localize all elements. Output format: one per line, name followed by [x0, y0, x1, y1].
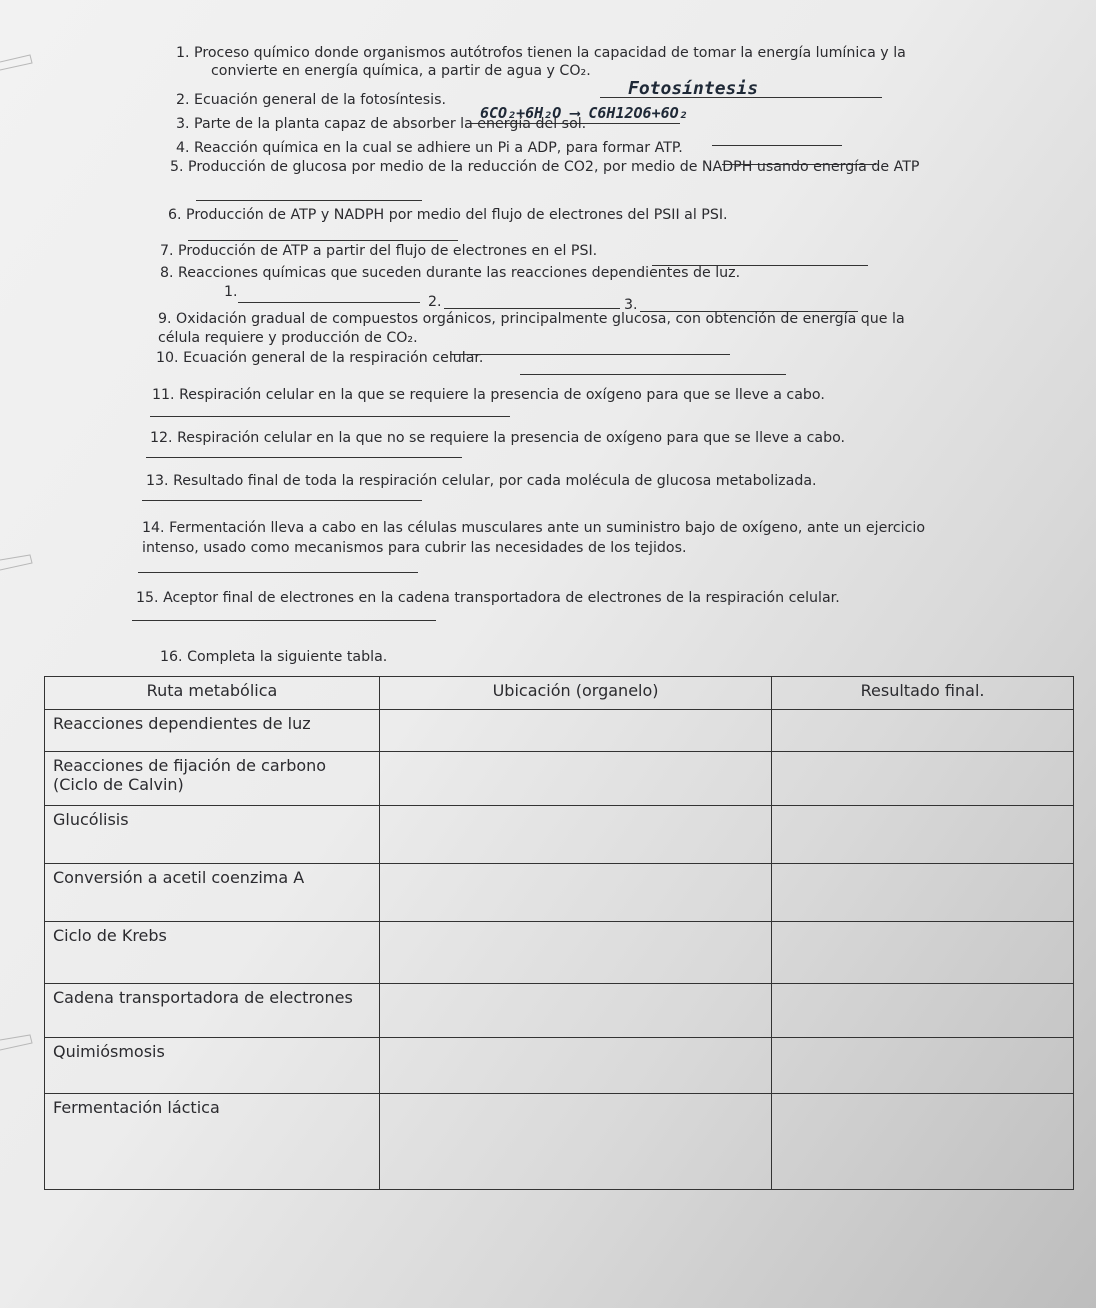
cell-ubicacion[interactable] — [380, 752, 772, 806]
cell-resultado[interactable] — [772, 710, 1074, 752]
question-6: 6. Producción de ATP y NADPH por medio del flujo de electrones del PSII al PSI. — [168, 207, 728, 223]
question-9-cont: célula requiere y producción de CO₂. — [158, 330, 418, 346]
cell-resultado[interactable] — [772, 864, 1074, 922]
answer-line-3[interactable] — [712, 145, 842, 146]
metabolic-table — [44, 676, 1074, 1190]
cell-resultado[interactable] — [772, 806, 1074, 864]
cell-ubicacion[interactable] — [380, 922, 772, 984]
question-10: 10. Ecuación general de la respiración celular. — [156, 350, 484, 366]
answer-line-8-1[interactable] — [238, 302, 420, 303]
row-label: Quimiósmosis — [45, 1038, 380, 1094]
cell-ubicacion[interactable] — [380, 806, 772, 864]
answer-line-6[interactable] — [188, 240, 458, 241]
question-9: 9. Oxidación gradual de compuestos orgánicos, principalmente glucosa, con obtención de energía que la — [158, 311, 905, 327]
cell-ubicacion[interactable] — [380, 984, 772, 1038]
cell-ubicacion[interactable] — [380, 1094, 772, 1190]
answer-line-9[interactable] — [450, 354, 730, 355]
header-ruta: Ruta metabólica — [45, 677, 380, 710]
question-14-cont: intenso, usado como mecanismos para cubrir las necesidades de los tejidos. — [142, 540, 687, 556]
question-16: 16. Completa la siguiente tabla. — [160, 649, 388, 665]
cell-resultado[interactable] — [772, 752, 1074, 806]
cell-ubicacion[interactable] — [380, 1038, 772, 1094]
answer-line-11[interactable] — [150, 416, 510, 417]
cell-resultado[interactable] — [772, 922, 1074, 984]
header-resultado: Resultado final. — [772, 677, 1074, 710]
table-row — [45, 752, 1074, 806]
answer-line-12[interactable] — [146, 457, 462, 458]
cell-ubicacion[interactable] — [380, 864, 772, 922]
row-label: Conversión a acetil coenzima A — [45, 864, 380, 922]
question-1-cont: convierte en energía química, a partir de agua y CO₂. — [211, 63, 591, 79]
answer-line-13[interactable] — [142, 500, 422, 501]
table-header-row — [45, 677, 1074, 710]
question-5: 5. Producción de glucosa por medio de la reducción de CO2, por medio de NADPH usando energía de ATP — [170, 159, 920, 175]
question-7: 7. Producción de ATP a partir del flujo de electrones en el PSI. — [160, 243, 598, 259]
answer-line-15[interactable] — [132, 620, 436, 621]
answer-2-handwritten: 6CO₂+6H₂O ⟶ C6H12O6+6O₂ — [480, 104, 688, 122]
row-label: Glucólisis — [45, 806, 380, 864]
answer-line-5[interactable] — [196, 200, 422, 201]
table-row — [45, 922, 1074, 984]
question-8-sub-2: 2. — [428, 294, 442, 310]
cell-ubicacion[interactable] — [380, 710, 772, 752]
question-14: 14. Fermentación lleva a cabo en las células musculares ante un suministro bajo de oxígeno, ante un ejercicio — [142, 520, 926, 536]
question-2: 2. Ecuación general de la fotosíntesis. — [176, 92, 447, 108]
cell-resultado[interactable] — [772, 1038, 1074, 1094]
row-label: Ciclo de Krebs — [45, 922, 380, 984]
table-row — [45, 806, 1074, 864]
answer-line-14[interactable] — [138, 572, 418, 573]
question-8-sub-1: 1. — [224, 284, 238, 300]
question-11: 11. Respiración celular en la que se requiere la presencia de oxígeno para que se lleve a cabo. — [152, 387, 825, 403]
cell-resultado[interactable] — [772, 984, 1074, 1038]
answer-line-8-2[interactable] — [444, 308, 620, 309]
row-label: Fermentación láctica — [45, 1094, 380, 1190]
cell-resultado[interactable] — [772, 1094, 1074, 1190]
question-13: 13. Resultado final de toda la respiración celular, por cada molécula de glucosa metabolizada. — [146, 473, 817, 489]
table-row — [45, 984, 1074, 1038]
table-row — [45, 1094, 1074, 1190]
row-label: Reacciones dependientes de luz — [45, 710, 380, 752]
header-ubicacion: Ubicación (organelo) — [380, 677, 772, 710]
question-8-sub-3: 3. — [624, 297, 638, 313]
table-row — [45, 864, 1074, 922]
row-label: Cadena transportadora de electrones — [45, 984, 380, 1038]
answer-line-10[interactable] — [520, 374, 786, 375]
table-row — [45, 710, 1074, 752]
question-3: 3. Parte de la planta capaz de absorber la energía del sol. — [176, 116, 587, 132]
table-row — [45, 1038, 1074, 1094]
row-label: Reacciones de fijación de carbono (Ciclo de Calvin) — [45, 752, 380, 806]
question-15: 15. Aceptor final de electrones en la cadena transportadora de electrones de la respiración celular. — [136, 590, 840, 606]
question-12: 12. Respiración celular en la que no se requiere la presencia de oxígeno para que se lleve a cabo. — [150, 430, 846, 446]
question-4: 4. Reacción química en la cual se adhiere un Pi a ADP, para formar ATP. — [176, 140, 683, 156]
answer-1-handwritten: Fotosíntesis — [628, 78, 759, 99]
question-1: 1. Proceso químico donde organismos autótrofos tienen la capacidad de tomar la energía lumínica y la — [176, 45, 906, 61]
question-8: 8. Reacciones químicas que suceden durante las reacciones dependientes de luz. — [160, 265, 741, 281]
